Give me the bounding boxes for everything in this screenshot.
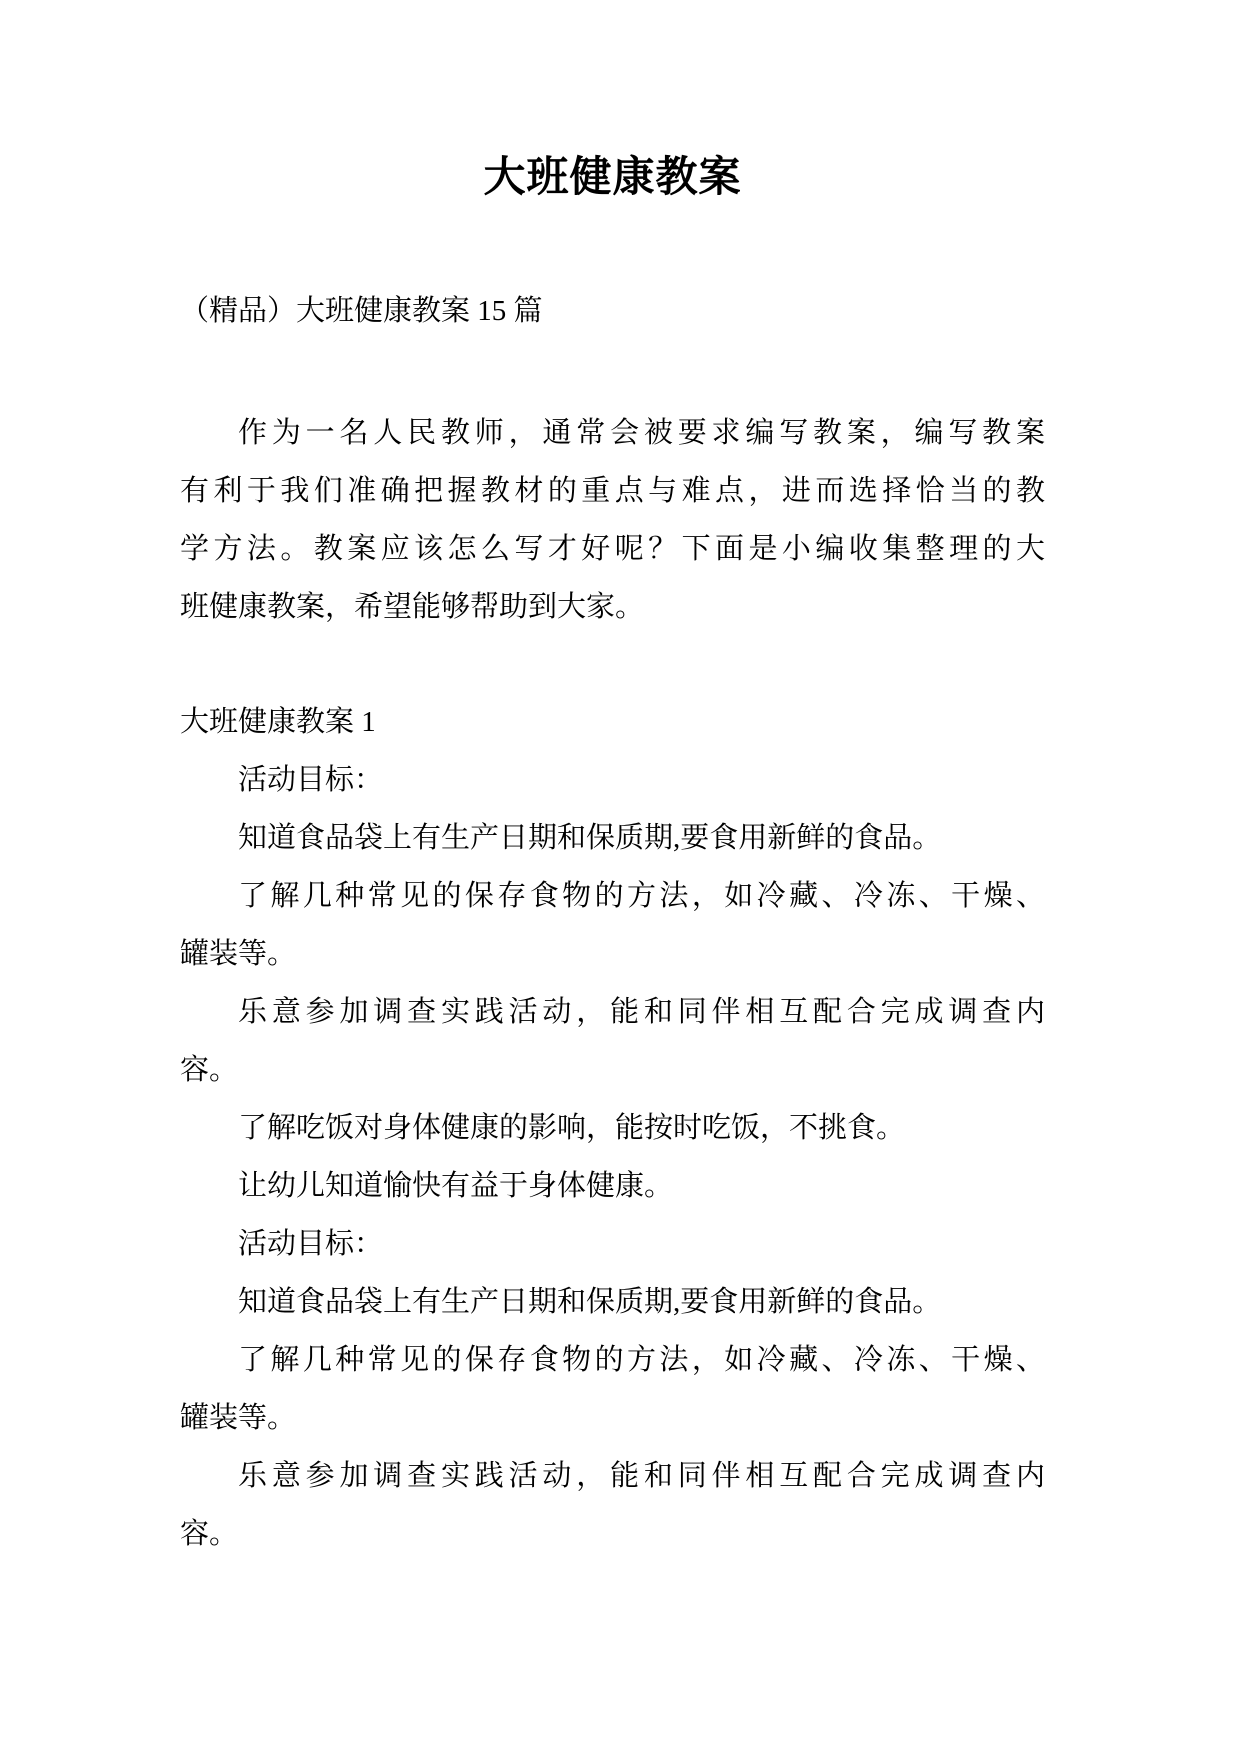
- text-line: 乐意参加调查实践活动，能和同伴相互配合完成调查内: [238, 996, 1045, 1028]
- text-line: 罐装等。: [180, 1402, 297, 1434]
- section-body: [180, 751, 1045, 1563]
- text-line: 活动目标：: [238, 1228, 384, 1260]
- section-heading: 大班健康教案 1: [180, 706, 376, 738]
- text-line: 让幼儿知道愉快有益于身体健康。: [238, 1170, 674, 1202]
- text-line: 罐装等。: [180, 938, 297, 970]
- text-line: 知道食品袋上有生产日期和保质期,要食用新鲜的食品。: [238, 822, 942, 854]
- text-line: 作为一名人民教师，通常会被要求编写教案，编写教案: [238, 417, 1045, 449]
- text-line: 了解几种常见的保存食物的方法，如冷藏、冷冻、干燥、: [238, 1344, 1045, 1376]
- text-line: 了解吃饭对身体健康的影响，能按时吃饭，不挑食。: [238, 1112, 906, 1144]
- text-line: 乐意参加调查实践活动，能和同伴相互配合完成调查内: [238, 1460, 1045, 1492]
- text-line: 班健康教案，希望能够帮助到大家。: [180, 591, 645, 623]
- intro-paragraph: [180, 404, 1045, 636]
- document-title: 大班健康教案: [483, 155, 742, 201]
- document-subtitle: （精品）大班健康教案 15 篇: [180, 295, 543, 327]
- text-line: 了解几种常见的保存食物的方法，如冷藏、冷冻、干燥、: [238, 880, 1045, 912]
- text-line: 活动目标：: [238, 764, 384, 796]
- text-line: 容。: [180, 1518, 239, 1550]
- text-line: 学方法。教案应该怎么写才好呢？下面是小编收集整理的大: [180, 533, 1045, 565]
- text-line: 知道食品袋上有生产日期和保质期,要食用新鲜的食品。: [238, 1286, 942, 1318]
- lesson-section: [180, 693, 1045, 1563]
- document-content: [180, 0, 1045, 1563]
- text-line: 容。: [180, 1054, 239, 1086]
- text-line: 有利于我们准确把握教材的重点与难点，进而选择恰当的教: [180, 475, 1045, 507]
